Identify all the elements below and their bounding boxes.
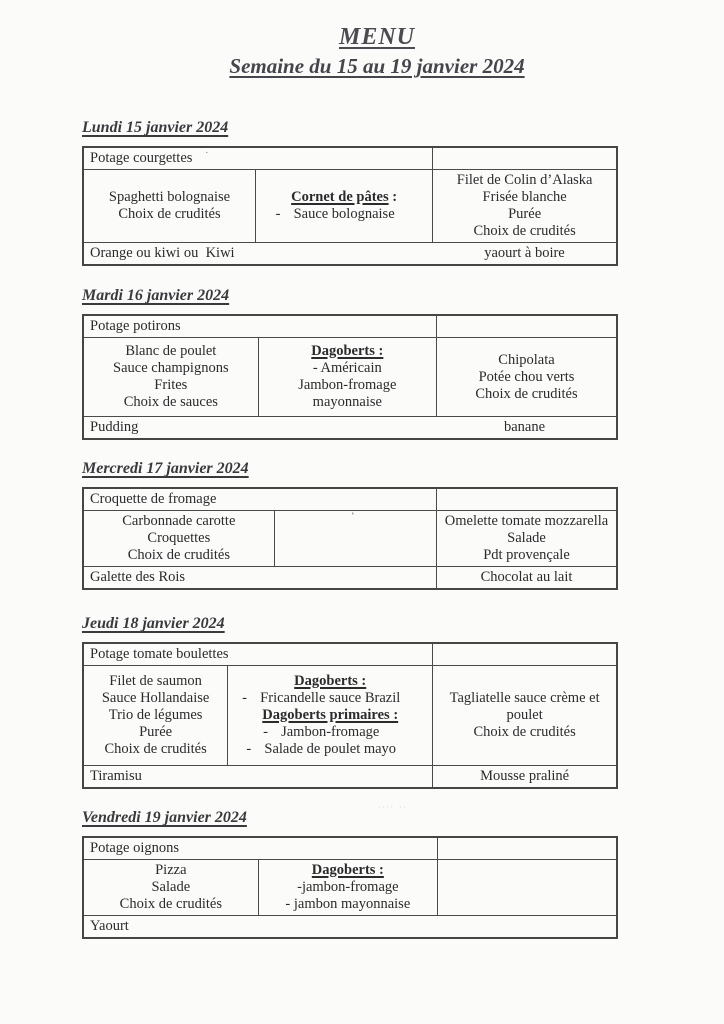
starter-cell: Potage courgettes	[83, 147, 433, 170]
starter-cell: Potage tomate boulettes	[83, 643, 433, 666]
page-subtitle: Semaine du 15 au 19 janvier 2024	[229, 54, 525, 78]
sandwich-cell: Dagoberts : - Américain Jambon-fromage mayonnaise	[258, 338, 436, 417]
day-section-lundi	[82, 119, 618, 266]
day-heading: Lundi 15 janvier 2024	[82, 119, 229, 136]
menu-table	[82, 314, 618, 440]
day-section-mercredi	[82, 460, 618, 590]
alt-course-cell: Tagliatelle sauce crème et poulet Choix de crudités	[433, 666, 617, 766]
alt-course-cell	[438, 860, 617, 916]
scan-artifact: ·	[205, 147, 209, 159]
empty-cell	[433, 147, 617, 170]
starter-cell: Potage oignons	[83, 837, 438, 860]
day-section-jeudi	[82, 615, 618, 789]
menu-table	[82, 487, 618, 590]
scan-artifact: ∙∙∙∙ ∙∙	[378, 802, 408, 812]
dessert-right-cell: Chocolat au lait	[437, 567, 618, 590]
dessert-right-cell: Mousse praliné	[433, 766, 617, 789]
starter-cell: Croquette de fromage	[83, 488, 437, 511]
dessert-left-cell: Tiramisu	[83, 766, 433, 789]
alt-course-cell: Chipolata Potée chou verts Choix de crudités	[436, 338, 617, 417]
title-block	[0, 0, 724, 79]
sandwich-cell: Dagoberts : -jambon-fromage - jambon mayonnaise	[258, 860, 437, 916]
scan-artifact: ‘	[351, 510, 355, 522]
starter-cell: Potage potirons	[83, 315, 436, 338]
dessert-cell	[83, 243, 617, 266]
day-heading: Vendredi 19 janvier 2024	[82, 809, 247, 826]
dessert-left-cell: Galette des Rois	[83, 567, 437, 590]
page-title: MENU	[338, 24, 415, 50]
main-course-cell: Spaghetti bolognaise Choix de crudités	[83, 170, 255, 243]
dessert-cell: Yaourt	[83, 916, 617, 939]
day-heading: Mercredi 17 janvier 2024	[82, 460, 249, 477]
menu-table	[82, 146, 618, 266]
menu-table	[82, 642, 618, 789]
dessert-right: yaourt à boire	[484, 245, 565, 261]
dessert-left: Pudding	[90, 419, 139, 435]
empty-cell	[437, 488, 618, 511]
main-course-cell: Carbonnade carotte Croquettes Choix de crudités	[83, 511, 274, 567]
main-course-cell: Pizza Salade Choix de crudités	[83, 860, 258, 916]
empty-cell	[438, 837, 617, 860]
alt-course-cell: Filet de Colin d’Alaska Frisée blanche Purée Choix de crudités	[433, 170, 617, 243]
day-heading: Mardi 16 janvier 2024	[82, 287, 230, 304]
menu-table	[82, 836, 618, 939]
dessert-left: Orange ou kiwi ou Kiwi	[90, 245, 235, 261]
sandwich-cell	[274, 511, 436, 567]
empty-cell	[436, 315, 617, 338]
empty-cell	[433, 643, 617, 666]
alt-course-cell: Omelette tomate mozzarella Salade Pdt provençale	[437, 511, 618, 567]
sandwich-cell: Dagoberts : - Fricandelle sauce Brazil Dagoberts primaires : - Jambon-fromage - Salade de poulet mayo	[228, 666, 433, 766]
day-section-mardi	[82, 287, 618, 440]
main-course-cell: Filet de saumon Sauce Hollandaise Trio de légumes Purée Choix de crudités	[83, 666, 228, 766]
day-heading: Jeudi 18 janvier 2024	[82, 615, 225, 632]
day-section-vendredi	[82, 809, 618, 939]
main-course-cell: Blanc de poulet Sauce champignons Frites Choix de sauces	[83, 338, 258, 417]
dessert-cell	[83, 417, 617, 440]
dessert-right: banane	[503, 419, 546, 435]
sandwich-cell: Cornet de pâtes : - Sauce bolognaise	[255, 170, 432, 243]
